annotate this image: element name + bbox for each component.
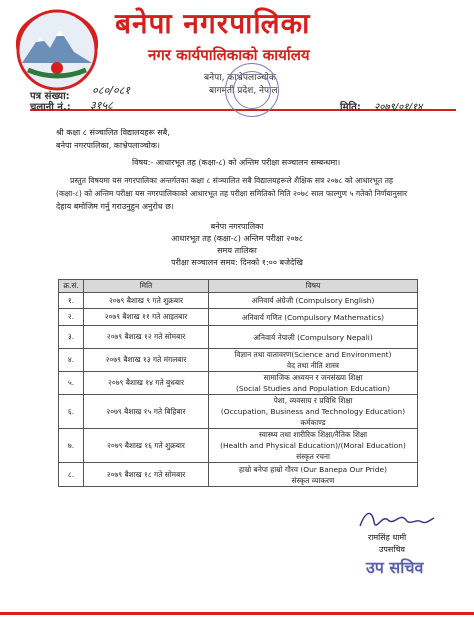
subject-line: विषय:- आधारभूत तह (कक्षा-८) को अन्तिम परीक्षा सञ्चालन सम्बन्धमा। xyxy=(132,158,341,167)
row-subject xyxy=(209,395,418,429)
recipient-line-2: बनेपा नगरपालिका, काभ्रेपलाञ्चोक। xyxy=(56,141,160,150)
municipality-title: बनेपा नगरपालिका xyxy=(115,7,311,40)
subject-line: अनिवार्य नेपाली (Compulsory Nepali) xyxy=(253,332,373,342)
chalani-label: चलानी नं.: xyxy=(30,102,71,113)
row-subject xyxy=(209,349,418,372)
table-row xyxy=(59,463,418,487)
row-subject xyxy=(209,326,418,349)
recipient-line-1: श्री कक्षा ८ संञ्चालित विद्यालयहरू सबै, xyxy=(56,128,170,137)
address-line-1: बनेपा, काभ्रेपलाञ्चोक xyxy=(204,73,276,83)
address-line-2: बागमती प्रदेश, नेपाल xyxy=(209,86,278,96)
subject-line: पेशा, व्यवसाय र प्रविधि शिक्षा xyxy=(273,396,353,405)
row-subject xyxy=(209,372,418,395)
subject-line: संस्कृत रचना xyxy=(296,452,330,461)
header-date: मिति xyxy=(84,280,209,293)
schedule-heading-3: समय तालिका xyxy=(217,246,257,255)
row-date: २०७९ बैशाख १८ गते सोमबार xyxy=(84,463,209,487)
subject-line: अनिवार्य अंग्रेजी (Compulsory English) xyxy=(251,296,375,305)
date-value: २०७९/०१/१४ xyxy=(374,102,423,113)
row-date: २०७९ बैशाख ११ गते आइतबार xyxy=(84,309,209,326)
designation-stamp: उप सचिव xyxy=(366,558,424,577)
row-date: २०७९ बैशाख १६ गते शुक्रबार xyxy=(84,429,209,463)
table-row xyxy=(59,309,418,326)
body-line-1: प्रस्तुत विषयमा यस नगरपालिका अन्तर्गतका कक्षा ८ संञ्चालित सबै विद्यालयहरूले शैक्षिक सत्र २०७८ को आधारभूत तह xyxy=(70,176,393,185)
subject-line: स्वास्थ्य तथा शारीरिक शिक्षा/नैतिक शिक्षा xyxy=(258,430,368,439)
row-date: २०७९ बैशाख ९ गते शुक्रबार xyxy=(84,293,209,309)
table-row xyxy=(59,372,418,395)
subject-line: वेद तथा नीति शास्त्र xyxy=(287,361,339,370)
row-subject xyxy=(209,293,418,309)
row-subject xyxy=(209,429,418,463)
chalani-value: ३१५८ xyxy=(90,99,113,112)
row-subject xyxy=(209,309,418,326)
subject-line: अनिवार्य गणित (Compulsory Mathematics) xyxy=(241,312,385,322)
date-label: मिति: xyxy=(340,102,361,113)
exam-schedule-table xyxy=(58,279,418,487)
patra-sankhya-value: ०८०/०८१ xyxy=(92,84,131,97)
patra-sankhya-label: पत्र संख्या: xyxy=(30,91,70,102)
schedule-heading-4: परीक्षा सञ्चालन समय: दिनको १:०० बजेदेखि xyxy=(171,258,303,267)
schedule-heading-2: आधारभूत तह (कक्षा-८) अन्तिम परीक्षा २०७८ xyxy=(171,234,303,243)
schedule-heading-1: बनेपा नगरपालिका xyxy=(210,222,264,231)
row-serial: ७. xyxy=(59,429,84,463)
subject-line: (Occupation, Business and Technology Education) xyxy=(220,407,406,416)
table-body xyxy=(59,293,418,487)
row-date: २०७९ बैशाख १२ गते सोमबार xyxy=(84,326,209,349)
table-row xyxy=(59,395,418,429)
body-line-2: (कक्षा-८) को अन्तिम परीक्षा यस नगरपालिकाको आधारभूत तह परीक्षा समितिको मिति २०७८ साल फाल्गुण ५ गतेको निर्णयानुसार xyxy=(56,189,408,198)
nepal-emblem-logo xyxy=(8,8,106,92)
row-subject xyxy=(209,463,418,487)
signatory-designation: उपसचिव xyxy=(379,545,405,554)
row-serial: ४. xyxy=(59,349,84,372)
row-date: २०७९ बैशाख १३ गते मंगलबार xyxy=(84,349,209,372)
row-date: २०७९ बैशाख १५ गते बिहिबार xyxy=(84,395,209,429)
body-line-3: देहाय बमोजिम गर्नु गराउनुहुन अनुरोध छ। xyxy=(56,202,174,211)
row-serial: ८. xyxy=(59,463,84,487)
row-serial: २. xyxy=(59,309,84,326)
header-subject: विषय xyxy=(209,280,418,293)
subject-line: विज्ञान तथा वातावरण(Science and Environment) xyxy=(234,350,392,359)
subject-line: कर्मकाण्ड xyxy=(300,418,326,427)
row-serial: ५. xyxy=(59,372,84,395)
table-row xyxy=(59,349,418,372)
office-subtitle: नगर कार्यपालिकाको कार्यालय xyxy=(148,46,310,64)
subject-line: सामाजिक अध्ययन र जनसंख्या शिक्षा xyxy=(263,373,363,382)
row-serial: ३. xyxy=(59,326,84,349)
footer-divider xyxy=(0,612,474,615)
row-date: २०७९ बैशाख १४ गते बुधबार xyxy=(84,372,209,395)
row-serial: ६. xyxy=(59,395,84,429)
row-serial: १. xyxy=(59,293,84,309)
table-header-row xyxy=(59,280,418,293)
signatory-name: रामसिंह धामी xyxy=(368,533,407,542)
subject-line: हाम्रो बनेपा हाम्रो गौरव (Our Banepa Our Pride) xyxy=(239,464,387,474)
subject-line: संस्कृत व्याकरण xyxy=(291,475,335,485)
subject-line: (Social Studies and Population Education) xyxy=(235,384,391,393)
table-row xyxy=(59,429,418,463)
table-row xyxy=(59,293,418,309)
header-serial: क्र.सं. xyxy=(59,280,84,293)
table-row xyxy=(59,326,418,349)
subject-line: (Health and Physical Education)/(Moral Education) xyxy=(220,441,406,450)
